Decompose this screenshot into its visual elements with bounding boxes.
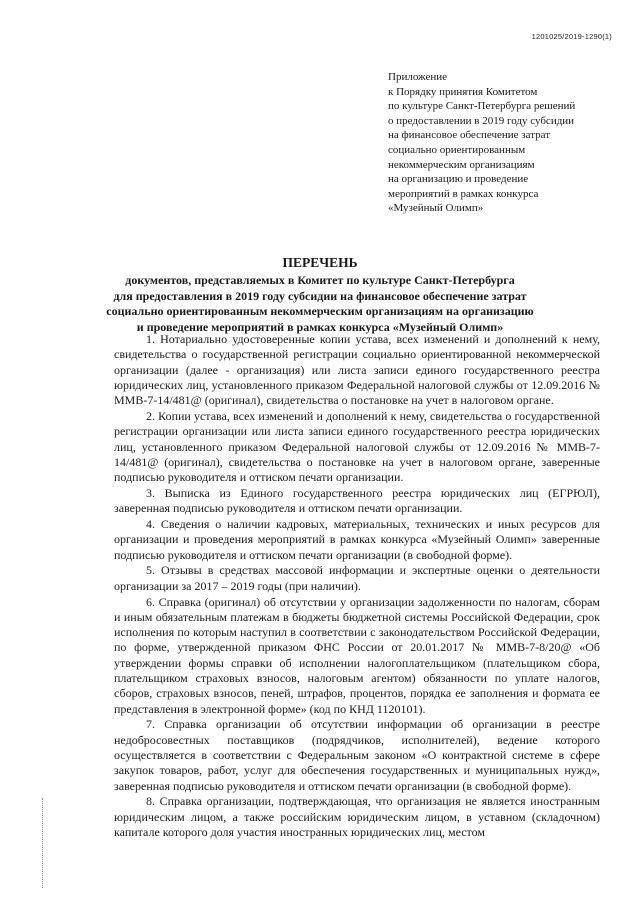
appendix-line: «Музейный Олимп» [388, 202, 484, 215]
document-title: ПЕРЕЧЕНЬ [282, 255, 358, 270]
appendix-line: социально ориентированным [388, 143, 526, 156]
document-subtitle-line: и проведение мероприятий в рамках конкурса «Музейный Олимп» [136, 319, 504, 334]
appendix-line: на организацию и проведение [388, 173, 529, 186]
scan-margin-marks [42, 798, 46, 888]
appendix-line: некоммерческим организациям [388, 158, 535, 171]
appendix-line: по культуре Санкт-Петербурга решений [388, 100, 576, 113]
list-item: 6. Справка (оригинал) об отсутствии у организации задолженности по налогам, сборам и иным обязательным платежам в бюджеты бюджетной системы Российской Федерации, срок исполнения по которым наступил в соответствии с законодательством Российской Федерации, по форме, утвержденной приказом ФНС России от 20.01.2017 № ММВ-7-8/20@ «Об утверждении формы справки об исполнении налогоплательщиком (плательщиком сбора, плательщиком страховых взносов, налоговым агентом) обязанности по уплате налогов, сборов, страховых взносов, пеней, штрафов, процентов, порядка ее заполнения и формата ее представления в электронной форме» (код по КНД 1120101). [114, 594, 600, 716]
list-item: 7. Справка организации об отсутствии информации об организации в реестре недобросовестных поставщиков (подрядчиков, исполнителей), ведение которого осуществляется в соответствии с Федеральным законом «О контрактной системе в сфере закупок товаров, работ, услуг для обеспечения государственных и муниципальных нужд», заверенная подписью руководителя и оттиском печати организации (в свободной форме). [114, 717, 600, 793]
document-number: 1201025/2019-1290(1) [531, 32, 612, 41]
list-item: 8. Справка организации, подтверждающая, что организация не является иностранным юридическим лицом, а также российским юридическим лицом, в уставном (складочном) капитале которого доля участия иностранных юридических лиц, местом [114, 794, 600, 839]
appendix-line: о предоставлении в 2019 году субсидии [388, 114, 575, 127]
list-item: 2. Копии устава, всех изменений и дополнений к нему, свидетельства о государственной регистрации организации или листа записи единого государственного реестра юридических лиц, установленного приказом Федеральной налоговой службы от 12.09.2016 № ММВ-7-14/481@ (оригинал), свидетельства о постановке на учет в налоговом органе, заверенные подписью руководителя и оттиском печати организации. [114, 408, 600, 485]
appendix-line: на финансовое обеспечение затрат [388, 129, 551, 142]
list-item: 4. Сведения о наличии кадровых, материальных, технических и иных ресурсов для организации и проведения мероприятий в рамках конкурса «Музейный Олимп» заверенные подписью руководителя и оттиском печати организации (в свободной форме). [114, 517, 600, 562]
title-block [70, 255, 570, 335]
list-item: 3. Выписка из Единого государственного реестра юридических лиц (ЕГРЮЛ), заверенная подписью руководителя и оттиском печати организации. [114, 485, 600, 516]
list-item: 5. Отзывы в средствах массовой информации и экспертные оценки о деятельности организации за 2017 – 2019 годы (при наличии). [114, 563, 600, 593]
document-subtitle-line: для предоставления в 2019 году субсидии на финансовое обеспечение затрат [113, 288, 527, 303]
document-subtitle-line: социально ориентированным некоммерческим организациям на организацию [106, 304, 534, 318]
appendix-line: к Порядку принятия Комитетом [388, 85, 538, 98]
appendix-line: мероприятий в рамках конкурса [388, 187, 539, 200]
document-subtitle-line: документов, представляемых в Комитет по культуре Санкт-Петербурга [125, 273, 515, 287]
appendix-line: Приложение [388, 71, 448, 83]
appendix-note [388, 70, 613, 216]
document-body [114, 332, 600, 841]
list-item: 1. Нотариально удостоверенные копии устава, всех изменений и дополнений к нему, свидетельства о государственной регистрации социально ориентированной некоммерческой организации (далее - организация) или листа записи единого государственного реестра юридических лиц, установленного приказом Федеральной налоговой службы от 12.09.2016 № ММВ-7-14/481@ (оригинал), свидетельства о постановке на учет в налоговом органе. [114, 332, 600, 408]
